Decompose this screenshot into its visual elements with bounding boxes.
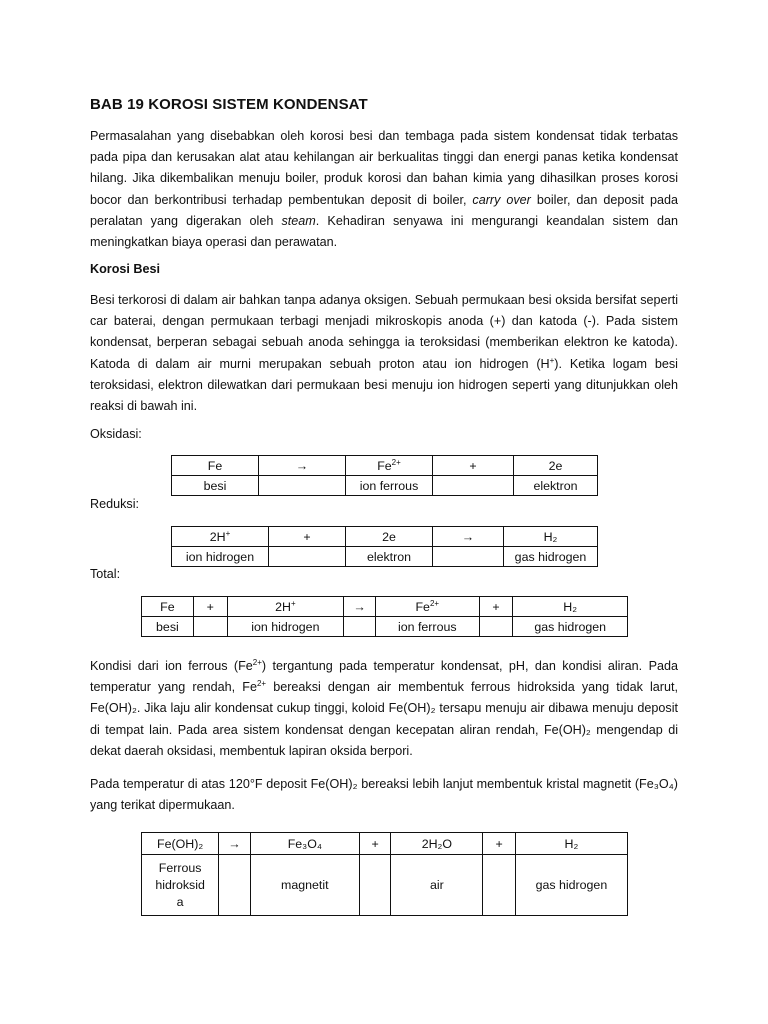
cell: magnetit (250, 855, 359, 916)
cell: ion hidrogen (227, 617, 344, 637)
charge-sup: 2+ (429, 598, 440, 608)
cell: besi (142, 617, 194, 637)
cell: + (269, 527, 346, 547)
total-label: Total: (90, 567, 121, 581)
cell (259, 476, 346, 496)
intro-text-3: . Kehadiran senyawa ini mengurangi keandalan sistem dan meningkatkan biaya operasi dan perawatan. (90, 213, 678, 250)
arrow-icon: → (219, 833, 250, 855)
cell: H₂ (504, 527, 598, 547)
cell: Fe₃O₄ (250, 833, 359, 855)
cell (193, 617, 227, 637)
total-table (141, 596, 628, 637)
cell (479, 617, 513, 637)
cell (269, 547, 346, 567)
cell: elektron (346, 547, 433, 567)
carry-over-term: carry over (472, 192, 531, 207)
cell: Fe (142, 597, 194, 617)
charge-sup: 2+ (391, 457, 401, 467)
table-row (172, 527, 598, 547)
reduksi-table (171, 526, 598, 567)
section-heading-korosi-besi: Korosi Besi (90, 262, 160, 276)
magnetit-table (141, 832, 628, 916)
cell-line: a (176, 894, 184, 909)
cell: + (483, 833, 515, 855)
cell: ion ferrous (346, 476, 433, 496)
ferrous-text-2: ) tergantung pada temperatur kondensat, pH, dan kondisi aliran. Pada temperatur yang rendah, Fe (90, 659, 678, 695)
oksidasi-label: Oksidasi: (90, 427, 142, 441)
ferrous-text-1: Kondisi dari ion ferrous (Fe (90, 659, 253, 673)
table-row (142, 597, 628, 617)
cell: + (359, 833, 390, 855)
intro-text-2: boiler, dan deposit pada peralatan yang digerakan oleh (90, 192, 678, 228)
cell: air (391, 855, 483, 916)
table-row (172, 476, 598, 496)
intro-text-1: Permasalahan yang disebabkan oleh korosi besi dan tembaga pada sistem kondensat tidak terbatas pada pipa dan kerusakan alat atau kehilangan air berkualitas tinggi dan energi panas ketika kondensat hilang. Jika dikembalikan menuju boiler, produk korosi dan bahan kimia yang dihasilkan proses korosi bocor dan berkontribusi terhadap pembentukan deposit di boiler, (90, 129, 678, 207)
cell: 2H₂O (391, 833, 483, 855)
cell (142, 855, 219, 916)
intro-paragraph (90, 126, 678, 253)
cell: gas hidrogen (504, 547, 598, 567)
cell-line: Ferrous (158, 860, 202, 875)
arrow-icon: → (433, 527, 504, 547)
cell (483, 855, 515, 916)
cell: elektron (514, 476, 598, 496)
arrow-icon: → (259, 456, 346, 476)
h-plus-sup: + (549, 355, 555, 365)
cell: H₂ (513, 597, 628, 617)
corrosion-paragraph (90, 290, 678, 417)
cell: $Fe^{2+}$ (346, 456, 433, 476)
cell-line: hidroksid (155, 877, 205, 892)
cell: 2H+ (172, 527, 269, 547)
magnetite-paragraph: Pada temperatur di atas 120°F deposit Fe(OH)₂ bereaksi lebih lanjut membentuk kristal magnetit (Fe₃O₄) yang terikat dipermukaan. (90, 777, 678, 813)
cell: ion hidrogen (172, 547, 269, 567)
page-title: BAB 19 KOROSI SISTEM KONDENSAT (90, 96, 368, 113)
cell: 2e (346, 527, 433, 547)
table-row (172, 547, 598, 567)
cell: ion ferrous (376, 617, 480, 637)
cell: gas hidrogen (513, 617, 628, 637)
table-row (142, 617, 628, 637)
cell: + (193, 597, 227, 617)
cell (433, 476, 514, 496)
cell: + (479, 597, 513, 617)
cell (219, 855, 250, 916)
cell (433, 547, 504, 567)
cell (359, 855, 390, 916)
cell: besi (172, 476, 259, 496)
oksidasi-table (171, 455, 598, 496)
cell: 2e (514, 456, 598, 476)
cell: H₂ (515, 833, 627, 855)
corrosion-text-2: ). Ketika logam besi teroksidasi, elektron dilewatkan dari permukaan besi menuju ion hidrogen seperti yang ditunjukkan oleh reaksi di bawah ini. (90, 356, 678, 414)
cell: Fe(OH)₂ (142, 833, 219, 855)
arrow-icon: → (344, 597, 376, 617)
ferrous-text-3: bereaksi dengan air membentuk ferrous hidroksida yang tidak larut, Fe(OH)₂. Jika laju alir kondensat cukup tinggi, koloid Fe(OH)₂ tersapu menuju air dibawa menuju deposit di tempat lain. Pada area sistem kondensat dengan kecepatan aliran rendah, Fe(OH)₂ mengendap di dekat daerah oksidasi, membentuk lapiran oksida berpori. (90, 680, 678, 758)
table-row (172, 456, 598, 476)
cell: $Fe^{2+}$ (376, 597, 480, 617)
fe-charge-sup: 2+ (256, 679, 267, 689)
cell: + (433, 456, 514, 476)
corrosion-text-1: Besi terkorosi di dalam air bahkan tanpa adanya oksigen. Sebuah permukaan besi oksida bersifat seperti car baterai, dengan permukaan terbagi menjadi mikroskopis anoda (+) dan katoda (-). Pada sistem kondensat, berperan sebagai sebuah anoda sehingga ia teroksidasi (memberikan elektron ke katoda). Katoda di dalam air murni merupakan sebuah proton atau ion hidrogen (H (90, 293, 678, 371)
cell: gas hidrogen (515, 855, 627, 916)
cell: 2H+ (227, 597, 344, 617)
cell: Fe (172, 456, 259, 476)
charge-sup: + (290, 598, 296, 608)
table-row (142, 833, 628, 855)
charge-sup: + (225, 528, 231, 538)
cell (344, 617, 376, 637)
reduksi-label: Reduksi: (90, 497, 139, 511)
table-row (142, 855, 628, 916)
ferrous-paragraph (90, 656, 678, 762)
steam-term: steam (281, 213, 316, 228)
fe-charge-sup: 2+ (252, 657, 262, 667)
